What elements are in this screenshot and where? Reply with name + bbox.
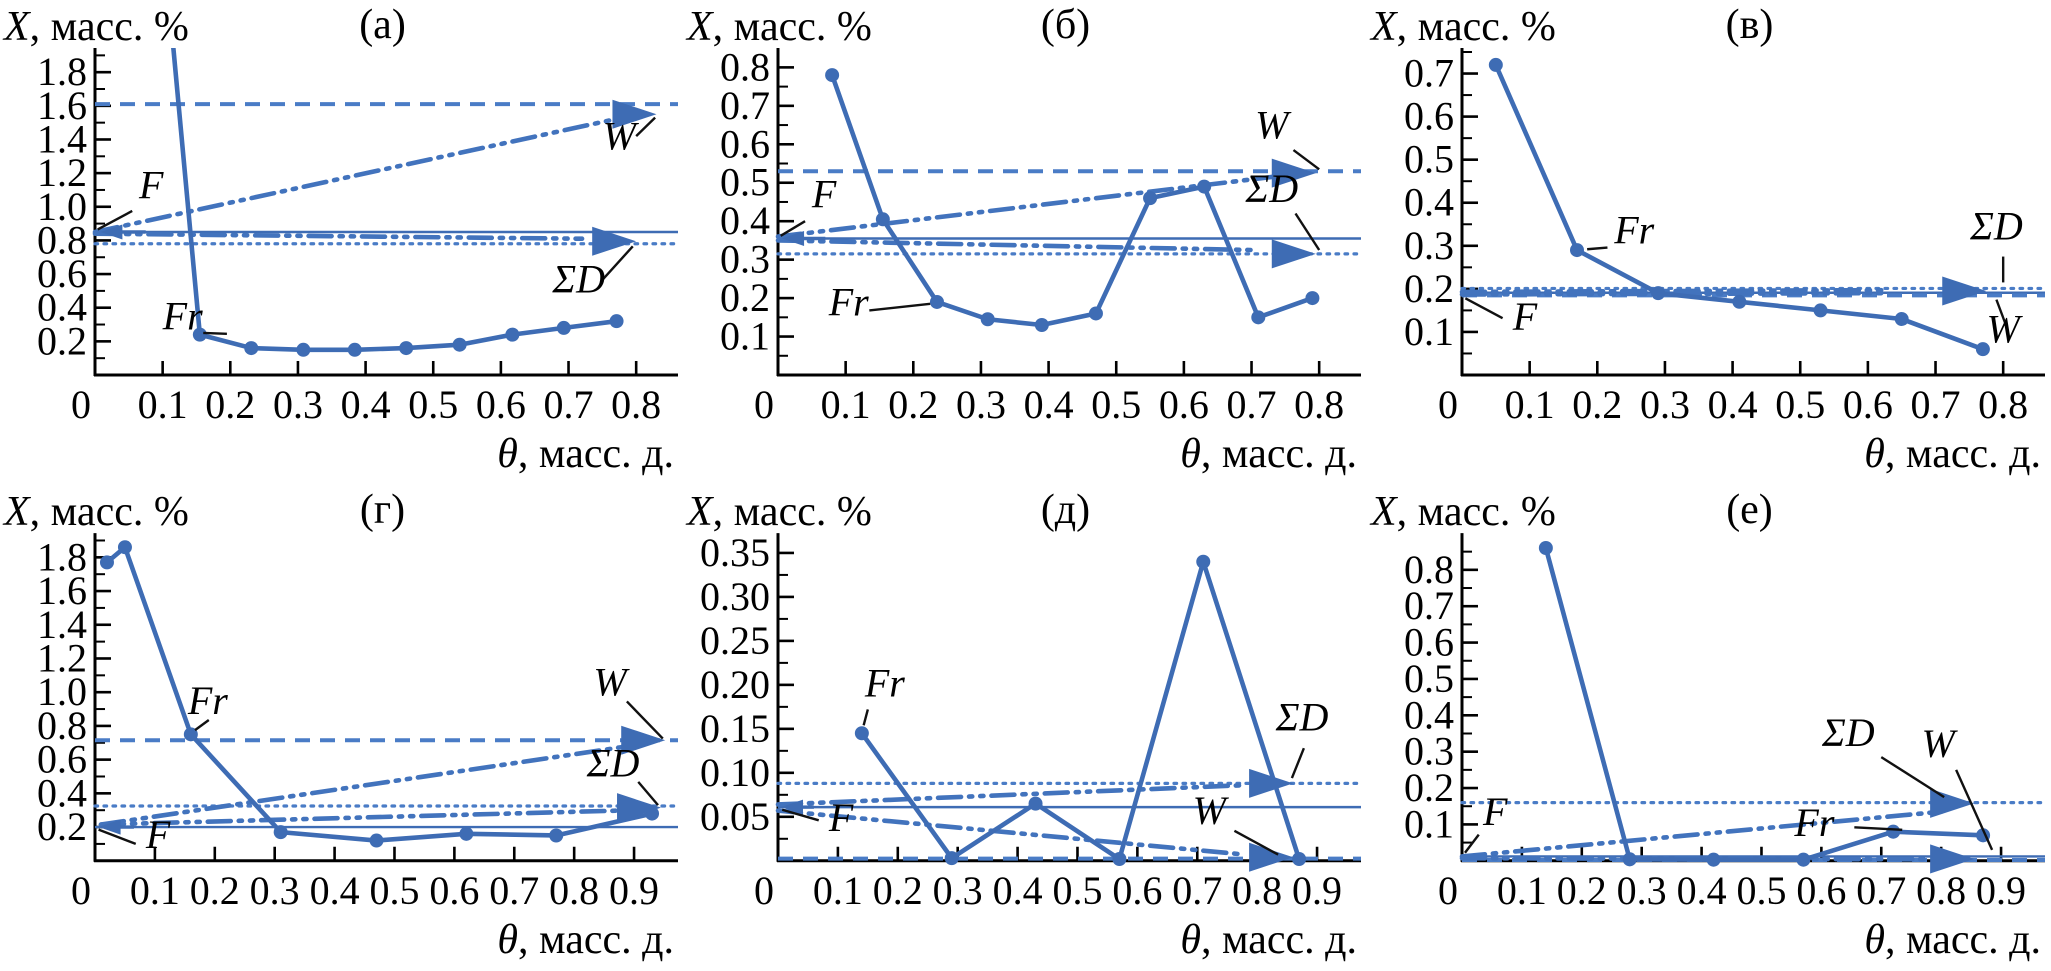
fr-data-marker xyxy=(549,828,563,842)
x-tick-label: 0.8 xyxy=(611,382,662,427)
y-tick-label: 0.35 xyxy=(700,529,770,575)
x-tick-label: 0.6 xyxy=(429,867,480,913)
fr-data-marker xyxy=(505,328,519,342)
fr-data-marker xyxy=(244,341,258,355)
x-tick-label: 0.9 xyxy=(1292,867,1343,913)
x-tick-label: 0.5 xyxy=(1736,867,1787,913)
y-tick-label: 0.20 xyxy=(700,661,770,707)
panel-d xyxy=(683,485,1367,971)
y-tick-label: 0.8 xyxy=(37,702,87,748)
y-tick-label: 0.7 xyxy=(1404,50,1454,96)
y-tick-label: 0.4 xyxy=(37,770,87,816)
sd-trajectory-line xyxy=(95,234,582,239)
x-axis-title: θ, масс. д. xyxy=(497,431,674,477)
y-axis-title: X, масс. % xyxy=(4,4,189,50)
fr-data-marker xyxy=(296,343,310,357)
sd-arrowhead xyxy=(1272,239,1316,268)
annotation-label-F: F xyxy=(828,794,854,840)
fr-data-marker xyxy=(459,827,473,841)
panel-title: (г) xyxy=(359,487,406,534)
fr-data-marker xyxy=(1489,58,1503,72)
panel-title: (а) xyxy=(359,2,406,48)
fr-data-marker xyxy=(1539,541,1553,555)
annotation-label-Fr: Fr xyxy=(162,293,203,339)
x-tick-label: 0.3 xyxy=(955,382,1006,427)
x-tick-label: 0.3 xyxy=(272,382,323,427)
annotation-label-W: W xyxy=(1986,306,2020,352)
y-tick-label: 0.5 xyxy=(720,159,770,205)
y-tick-label: 0.3 xyxy=(1404,728,1454,774)
y-tick-label: 0.1 xyxy=(1404,801,1454,847)
x-tick-label: 0.1 xyxy=(1496,867,1547,913)
x-tick-label-zero: 0 xyxy=(1438,867,1458,913)
x-tick-label: 0.5 xyxy=(1052,867,1103,913)
x-tick-label: 0.7 xyxy=(543,382,594,427)
y-tick-label: 1.8 xyxy=(37,49,87,95)
x-axis-title: θ, масс. д. xyxy=(1180,431,1357,477)
y-tick-label: 0.6 xyxy=(37,736,87,782)
fr-data-marker xyxy=(100,555,114,569)
panel-3-svg xyxy=(0,485,683,971)
annotation-pointer-W xyxy=(1956,770,1992,850)
panel-title: (е) xyxy=(1726,487,1773,534)
x-tick-label: 0.7 xyxy=(1856,867,1907,913)
panel-2-svg xyxy=(1367,0,2051,485)
annotation-label-F: F xyxy=(145,812,171,858)
y-tick-label: 0.2 xyxy=(1404,765,1454,811)
y-tick-label: 0.4 xyxy=(720,198,770,244)
y-tick-label: 0.05 xyxy=(700,793,770,839)
annotation-label-ΣD: ΣD xyxy=(1970,203,2023,249)
fr-data-marker xyxy=(1112,852,1126,866)
annotation-pointer-ΣD xyxy=(1296,214,1320,251)
x-tick-label-zero: 0 xyxy=(71,867,91,913)
x-tick-label: 0.4 xyxy=(1676,867,1727,913)
fr-data-marker xyxy=(1570,243,1584,257)
x-tick-label: 0.7 xyxy=(1910,382,1961,427)
y-tick-label: 0.5 xyxy=(1404,136,1454,182)
annotation-pointer-Fr xyxy=(203,333,227,334)
fr-data-marker xyxy=(1035,318,1049,332)
annotation-label-F: F xyxy=(811,171,837,217)
panel-title: (д) xyxy=(1040,487,1091,534)
y-tick-label: 1.4 xyxy=(37,601,87,647)
y-tick-label: 1.6 xyxy=(37,82,87,128)
annotation-pointer-F xyxy=(1465,835,1479,853)
fr-data-marker xyxy=(930,295,944,309)
panel-g xyxy=(0,485,683,971)
x-axis-title: θ, масс. д. xyxy=(1864,916,2041,963)
annotation-pointer-Fr xyxy=(1587,248,1607,250)
y-tick-label: 0.6 xyxy=(720,121,770,167)
panel-1-svg xyxy=(683,0,1367,485)
y-axis-title: X, масс. % xyxy=(1371,4,1556,50)
w-trajectory-line xyxy=(95,118,623,232)
fr-data-marker xyxy=(1197,180,1211,194)
fr-data-marker xyxy=(1251,310,1265,324)
fr-data-marker xyxy=(1623,852,1637,866)
y-tick-label: 1.4 xyxy=(37,116,87,162)
x-tick-label: 0.1 xyxy=(129,867,180,913)
x-tick-label: 0.2 xyxy=(205,382,256,427)
x-tick-label: 0.3 xyxy=(1639,382,1690,427)
y-tick-label: 1.2 xyxy=(37,150,87,196)
x-tick-label: 0.8 xyxy=(1978,382,2029,427)
panel-v xyxy=(1367,0,2051,485)
x-tick-label: 0.2 xyxy=(872,867,923,913)
annotation-pointer-F xyxy=(1465,298,1502,318)
x-tick-label: 0.6 xyxy=(1112,867,1163,913)
x-tick-label-zero: 0 xyxy=(71,382,91,427)
y-tick-label: 0.4 xyxy=(1404,179,1454,225)
annotation-label-Fr: Fr xyxy=(1794,800,1835,846)
y-tick-label: 0.10 xyxy=(700,749,770,795)
y-tick-label: 1.2 xyxy=(37,635,87,681)
panel-a xyxy=(0,0,683,485)
y-axis-title: X, масс. % xyxy=(687,4,872,50)
fr-data-marker xyxy=(1707,853,1721,867)
y-tick-label: 0.5 xyxy=(1404,655,1454,701)
x-tick-label: 0.7 xyxy=(489,867,540,913)
x-tick-label: 0.3 xyxy=(1616,867,1667,913)
x-tick-label: 0.4 xyxy=(309,867,360,913)
annotation-pointer-ΣD xyxy=(1292,748,1304,778)
panel-title: (б) xyxy=(1040,2,1091,48)
y-tick-label: 0.25 xyxy=(700,617,770,663)
x-tick-label: 0.2 xyxy=(1556,867,1607,913)
fr-data-marker xyxy=(399,341,413,355)
fr-data-marker xyxy=(370,834,384,848)
x-tick-label: 0.5 xyxy=(1091,382,1142,427)
fr-data-marker xyxy=(1292,852,1306,866)
annotation-label-W: W xyxy=(1192,787,1226,833)
annotation-label-F: F xyxy=(138,162,164,208)
fr-data-marker xyxy=(876,212,890,226)
y-tick-label: 1.0 xyxy=(37,669,87,715)
fr-data-marker xyxy=(945,851,959,865)
panel-5-svg xyxy=(1367,485,2051,971)
x-tick-label: 0.8 xyxy=(1232,867,1283,913)
x-tick-label: 0.2 xyxy=(888,382,939,427)
x-tick-label: 0.4 xyxy=(1023,382,1074,427)
fr-data-marker xyxy=(981,312,995,326)
panel-b xyxy=(683,0,1367,485)
annotation-pointer-W xyxy=(636,118,655,137)
x-tick-label: 0.4 xyxy=(1707,382,1758,427)
fr-data-marker xyxy=(274,825,288,839)
fr-data-marker xyxy=(557,321,571,335)
fr-data-marker xyxy=(453,338,467,352)
x-tick-label: 0.1 xyxy=(137,382,188,427)
y-tick-label: 0.6 xyxy=(1404,93,1454,139)
x-tick-label: 0.1 xyxy=(812,867,863,913)
y-tick-label: 0.8 xyxy=(37,217,87,263)
x-tick-label: 0.3 xyxy=(932,867,983,913)
annotation-label-F: F xyxy=(1512,293,1538,339)
fr-data-marker xyxy=(1305,291,1319,305)
y-tick-label: 0.2 xyxy=(1404,265,1454,311)
annotation-label-W: W xyxy=(602,113,636,159)
y-axis-title: X, масс. % xyxy=(1371,489,1556,536)
sd-trajectory-line xyxy=(101,810,634,824)
y-tick-label: 0.8 xyxy=(720,44,770,90)
y-tick-label: 0.6 xyxy=(1404,619,1454,665)
x-tick-label: 0.8 xyxy=(1916,867,1967,913)
y-tick-label: 0.6 xyxy=(37,251,87,297)
fr-series-line xyxy=(173,42,617,350)
annotation-label-F: F xyxy=(1482,789,1508,835)
x-tick-label: 0.7 xyxy=(1172,867,1223,913)
y-tick-label: 0.3 xyxy=(720,236,770,282)
annotation-label-Fr: Fr xyxy=(187,678,228,724)
x-tick-label: 0.8 xyxy=(1294,382,1345,427)
annotation-label-ΣD: ΣD xyxy=(1245,165,1299,211)
annotation-label-Fr: Fr xyxy=(1614,207,1655,253)
annotation-label-ΣD: ΣD xyxy=(1822,710,1875,756)
fr-data-marker xyxy=(825,68,839,82)
x-tick-label-zero: 0 xyxy=(1438,382,1458,427)
x-tick-label: 0.2 xyxy=(1572,382,1623,427)
panel-0-svg xyxy=(0,0,683,485)
y-tick-label: 0.3 xyxy=(1404,222,1454,268)
y-tick-label: 0.2 xyxy=(720,275,770,321)
fr-data-marker xyxy=(1895,312,1909,326)
y-tick-label: 0.15 xyxy=(700,705,770,751)
fr-data-marker xyxy=(118,540,132,554)
y-tick-label: 0.2 xyxy=(37,318,87,364)
y-tick-label: 0.1 xyxy=(1404,308,1454,354)
annotation-label-ΣD: ΣD xyxy=(586,740,640,786)
fr-data-marker xyxy=(1796,853,1810,867)
x-tick-label: 0.6 xyxy=(1842,382,1893,427)
y-tick-label: 0.1 xyxy=(720,313,770,359)
y-tick-label: 1.0 xyxy=(37,183,87,229)
x-tick-label: 0.5 xyxy=(369,867,420,913)
panel-4-svg xyxy=(683,485,1367,971)
sd-trajectory-line xyxy=(778,240,1252,250)
x-tick-label: 0.5 xyxy=(1775,382,1826,427)
x-tick-label: 0.9 xyxy=(609,867,660,913)
x-tick-label: 0.8 xyxy=(549,867,600,913)
fr-data-marker xyxy=(610,314,624,328)
fr-data-marker xyxy=(1196,555,1210,569)
y-axis-title: X, масс. % xyxy=(687,489,872,536)
fr-data-marker xyxy=(1814,303,1828,317)
x-tick-label: 0.1 xyxy=(1504,382,1555,427)
y-tick-label: 0.4 xyxy=(1404,692,1454,738)
x-tick-label-zero: 0 xyxy=(754,867,774,913)
x-tick-label: 0.5 xyxy=(408,382,459,427)
x-tick-label: 0.4 xyxy=(992,867,1043,913)
fr-data-marker xyxy=(1143,191,1157,205)
y-tick-label: 0.7 xyxy=(720,82,770,128)
annotation-label-ΣD: ΣD xyxy=(1275,694,1329,740)
x-tick-label: 0.7 xyxy=(1226,382,1277,427)
annotation-label-Fr: Fr xyxy=(864,660,905,706)
annotation-label-Fr: Fr xyxy=(828,279,869,325)
x-tick-label: 0.3 xyxy=(249,867,300,913)
y-tick-label: 1.6 xyxy=(37,568,87,614)
x-tick-label: 0.6 xyxy=(475,382,526,427)
y-tick-label: 0.7 xyxy=(1404,583,1454,629)
annotation-label-W: W xyxy=(1255,102,1289,148)
y-axis-title: X, масс. % xyxy=(4,489,189,536)
fr-data-marker xyxy=(1886,825,1900,839)
y-tick-label: 0.30 xyxy=(700,573,770,619)
fr-data-marker xyxy=(1029,797,1043,811)
y-tick-label: 1.8 xyxy=(37,534,87,580)
y-tick-label: 0.2 xyxy=(37,804,87,850)
x-tick-label: 0.6 xyxy=(1796,867,1847,913)
x-tick-label: 0.9 xyxy=(1976,867,2027,913)
annotation-pointer-Fr xyxy=(864,709,868,725)
y-tick-label: 0.8 xyxy=(1404,546,1454,592)
fr-data-marker xyxy=(855,726,869,740)
x-tick-label-zero: 0 xyxy=(754,382,774,427)
panel-title: (в) xyxy=(1725,2,1774,48)
x-tick-label: 0.6 xyxy=(1158,382,1209,427)
x-axis-title: θ, масс. д. xyxy=(1180,916,1357,963)
x-tick-label: 0.4 xyxy=(340,382,391,427)
fr-data-marker xyxy=(1651,286,1665,300)
x-tick-label: 0.2 xyxy=(189,867,240,913)
fr-data-marker xyxy=(348,343,362,357)
annotation-pointer-Fr xyxy=(869,304,930,311)
x-tick-label: 0.1 xyxy=(820,382,871,427)
panel-e xyxy=(1367,485,2051,971)
annotation-label-W: W xyxy=(1921,721,1955,767)
annotation-pointer-ΣD xyxy=(602,246,632,280)
fr-series-line xyxy=(862,562,1299,859)
fr-data-marker xyxy=(1732,295,1746,309)
x-axis-title: θ, масс. д. xyxy=(1864,431,2041,477)
fr-data-marker xyxy=(1089,306,1103,320)
x-axis-title: θ, масс. д. xyxy=(497,916,674,963)
sd-arrowhead xyxy=(1942,277,1986,306)
y-tick-label: 0.4 xyxy=(37,284,87,330)
annotation-label-ΣD: ΣD xyxy=(552,256,606,302)
annotation-label-W: W xyxy=(593,659,627,705)
